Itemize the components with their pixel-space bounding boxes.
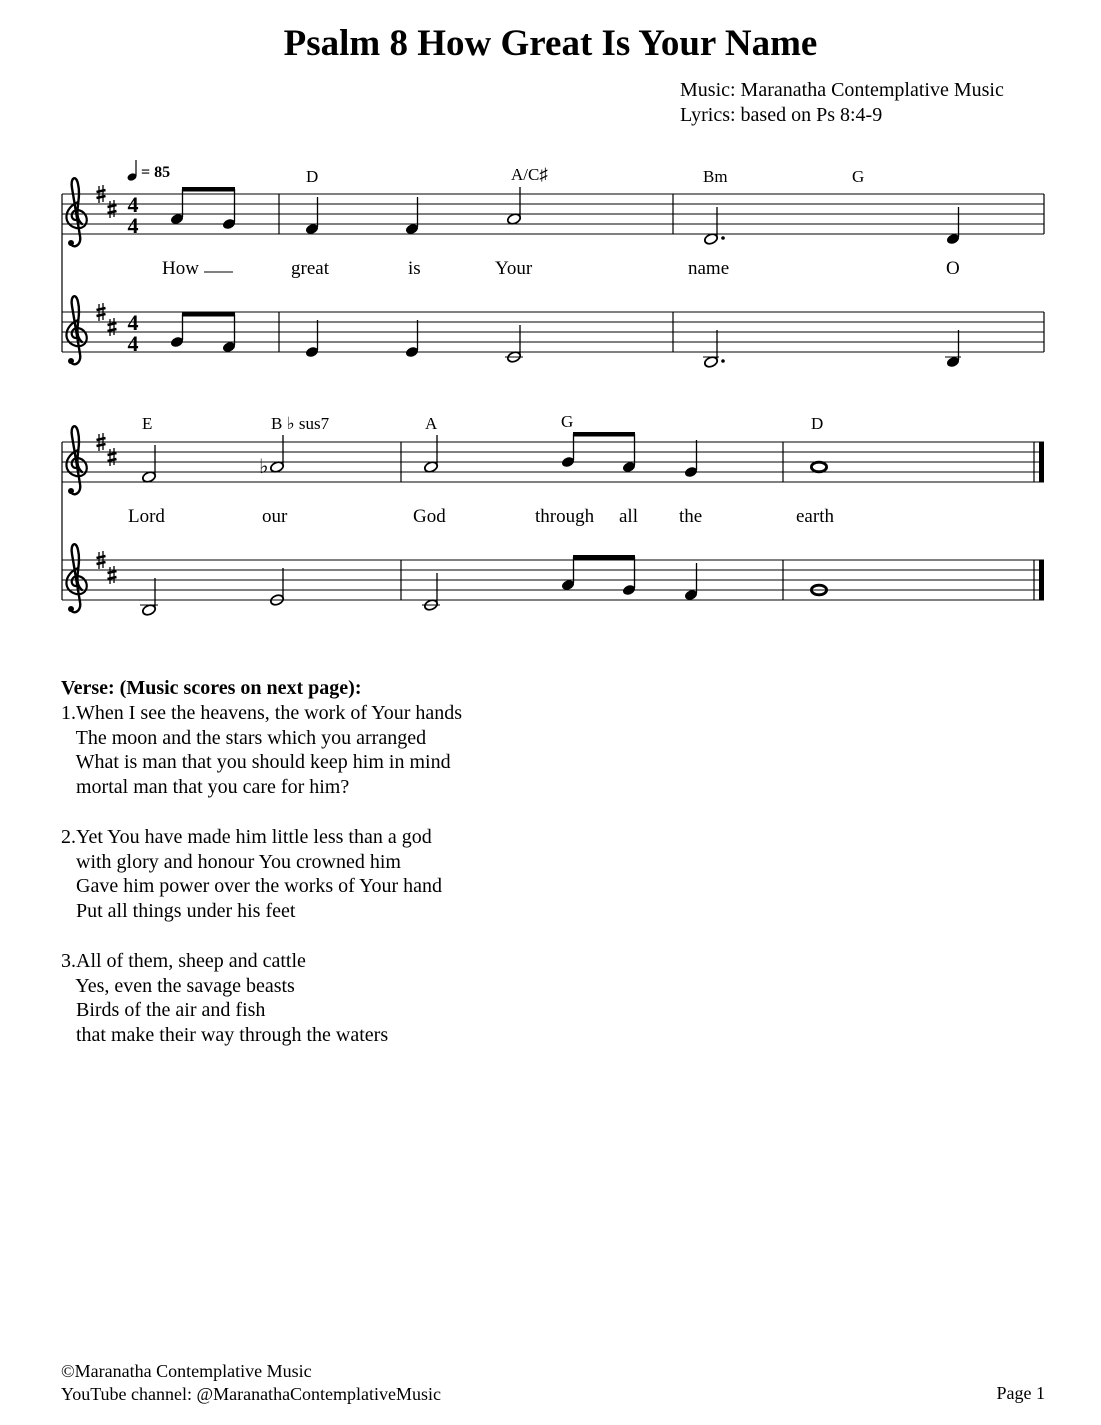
page-title: Psalm 8 How Great Is Your Name xyxy=(283,23,818,64)
verse-line: What is man that you should keep him in mind xyxy=(61,751,451,774)
chord-symbol: Bm xyxy=(703,167,728,186)
time-top: 4 xyxy=(127,310,139,335)
note xyxy=(305,197,320,235)
note xyxy=(703,330,725,368)
note xyxy=(305,320,320,358)
treble-clef xyxy=(66,178,86,246)
lyric: the xyxy=(679,506,703,527)
lyric: is xyxy=(408,258,421,279)
note xyxy=(703,207,724,245)
staff-lines xyxy=(62,194,1044,234)
verse-line: Gave him power over the works of Your hand xyxy=(61,875,443,898)
chord-symbol: D xyxy=(811,414,824,433)
verse-line: Yes, even the savage beasts xyxy=(61,974,295,997)
note xyxy=(140,578,158,616)
verse-line: The moon and the stars which you arranged xyxy=(61,726,427,749)
verse-2 xyxy=(61,825,462,924)
lyric: Your xyxy=(495,258,533,279)
lyric: name xyxy=(688,258,730,279)
verses-section xyxy=(61,676,462,1073)
verse-line: Birds of the air and fish xyxy=(61,999,266,1022)
verse-line: Put all things under his feet xyxy=(61,900,296,923)
lyric: Lord xyxy=(128,506,165,527)
note xyxy=(946,207,961,245)
copyright-text: ©Maranatha Contemplative Music xyxy=(61,1361,312,1381)
verse-1 xyxy=(61,701,462,800)
key-signature xyxy=(97,185,117,584)
tempo-text: = 85 xyxy=(141,164,171,181)
verse-line: 2.Yet You have made him little less than a god xyxy=(61,825,432,848)
note xyxy=(505,325,523,363)
music-score xyxy=(0,0,1101,640)
flat-sign: ♭ xyxy=(259,454,269,478)
staff-lines xyxy=(62,312,1044,352)
chord-symbol: E xyxy=(142,414,153,433)
note xyxy=(684,440,699,478)
youtube-channel-text: YouTube channel: @MaranathaContemplativeMusic xyxy=(61,1384,442,1404)
lyric: earth xyxy=(796,506,834,527)
chord-symbol: G xyxy=(561,412,574,431)
chord-symbol: B ♭ sus7 xyxy=(271,414,330,433)
treble-clef xyxy=(66,544,86,612)
chord-symbol: D xyxy=(306,167,319,186)
verse-line: 1.When I see the heavens, the work of Your hands xyxy=(61,701,463,724)
lyric: all xyxy=(619,506,638,527)
final-barline xyxy=(1034,442,1044,600)
time-top: 4 xyxy=(127,192,139,217)
treble-clef xyxy=(66,296,86,364)
verse-line: that make their way through the waters xyxy=(61,1024,389,1047)
note xyxy=(269,568,284,606)
note xyxy=(422,573,440,611)
note xyxy=(405,320,420,358)
staff-lines xyxy=(62,560,1044,600)
verse-3 xyxy=(61,949,462,1048)
lyric: great xyxy=(291,258,329,279)
note xyxy=(141,445,156,483)
note xyxy=(684,563,699,601)
staff-lines xyxy=(62,442,1044,482)
note xyxy=(811,462,826,472)
lyric: through xyxy=(535,506,595,527)
chord-symbol: G xyxy=(852,167,865,186)
music-credit: Music: Maranatha Contemplative Music xyxy=(680,79,1004,101)
note xyxy=(423,435,438,473)
verses-heading: Verse: (Music scores on next page): xyxy=(61,677,362,699)
lyric: our xyxy=(262,506,288,527)
note xyxy=(506,187,521,225)
lyric: O xyxy=(946,258,960,279)
note xyxy=(561,432,637,473)
footer xyxy=(61,1360,441,1406)
lyrics-credit: Lyrics: based on Ps 8:4-9 xyxy=(680,104,883,126)
time-bottom: 4 xyxy=(127,331,139,356)
verse-line: 3.All of them, sheep and cattle xyxy=(61,949,306,972)
note xyxy=(945,330,961,368)
time-bottom: 4 xyxy=(127,213,139,238)
treble-clef xyxy=(66,426,86,494)
note xyxy=(405,197,420,235)
verse-line: mortal man that you care for him? xyxy=(61,776,350,799)
lyric: God xyxy=(413,506,446,527)
chord-symbol: A xyxy=(425,414,438,433)
tempo-marking xyxy=(126,160,170,182)
time-signature xyxy=(128,192,139,356)
note xyxy=(170,312,237,353)
lyric: How xyxy=(162,258,199,279)
chord-symbol: A/C♯ xyxy=(511,165,548,184)
verse-line: with glory and honour You crowned him xyxy=(61,850,401,873)
page-number: Page 1 xyxy=(996,1383,1045,1403)
